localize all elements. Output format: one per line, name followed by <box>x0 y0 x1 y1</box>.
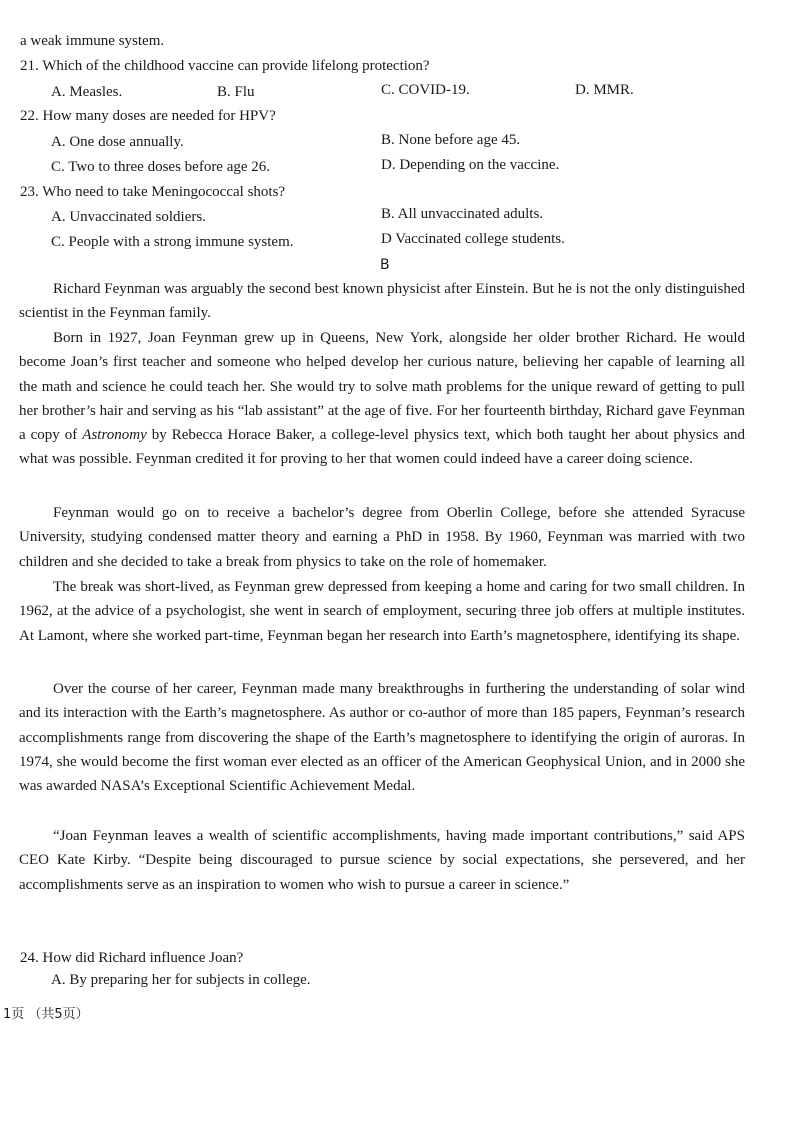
question-21-stem: 21. Which of the childhood vaccine can provide lifelong protection? <box>20 58 430 74</box>
page-footer: 1页 （共5页） <box>3 1007 89 1022</box>
question-23-option-c: C. People with a strong immune system. <box>51 234 294 250</box>
passage-paragraph-5: Over the course of her career, Feynman made many breakthroughs in furthering the understanding of solar wind and its interaction with the Earth’s magnetosphere. As author or co-author of more than 185 papers, Feynman’s research accomplishments range from discovering the shape of the Earth’s magnetosphere to identifying the origin of auroras. In 1974, she would become the first woman ever elected as an officer of the American Geophysical Union, and in 2000 she was awarded NASA’s Exceptional Scientific Achievement Medal. <box>19 681 745 795</box>
passage-paragraph-2 <box>19 326 745 472</box>
previous-question-fragment: a weak immune system. <box>20 33 165 49</box>
question-22-stem: 22. How many doses are needed for HPV? <box>20 108 276 124</box>
passage-paragraph-4: The break was short-lived, as Feynman grew depressed from keeping a home and caring for two small children. In 1962, at the advice of a psychologist, she went in search of employment, securing three job offers at multiple institutes. At Lamont, where she worked part-time, Feynman began her research into Earth’s magnetosphere, identifying its shape. <box>19 579 745 644</box>
question-22-option-c: C. Two to three doses before age 26. <box>51 159 271 175</box>
question-21-option-c: C. COVID-19. <box>381 82 470 98</box>
paragraph-2-text-end: by Rebecca Horace Baker, a college-level physics text, which both taught her about physics and what was possible. Feynman credited it for proving to her that women could indeed have a career doing science. <box>19 427 745 468</box>
handwritten-answer: B <box>380 257 390 273</box>
question-21-option-d: D. MMR. <box>575 82 634 98</box>
question-24-option-a: A. By preparing her for subjects in college. <box>51 972 311 988</box>
question-24-stem: 24. How did Richard influence Joan? <box>20 950 244 966</box>
question-23-option-b: B. All unvaccinated adults. <box>381 206 544 222</box>
paragraph-2-text-start: Born in 1927, Joan Feynman grew up in Queens, New York, alongside her older brother Richard. He would become Joan’s first teacher and someone who helped develop her curious nature, believing her capable of learning all the math and science he could teach her. She would try to solve math problems for the unique reward of getting to pull her brother’s hair and serving as his “lab assistant” at the age of five. For her fourteenth birthday, Richard gave Feynman a copy of <box>19 330 745 444</box>
book-title-astronomy: Astronomy <box>82 427 147 444</box>
question-23-option-a: A. Unvaccinated soldiers. <box>51 209 206 225</box>
passage-paragraph-3: Feynman would go on to receive a bachelor’s degree from Oberlin College, before she attended Syracuse University, studying condensed matter theory and earning a PhD in 1958. By 1960, Feynman was married with two children and she decided to take a break from physics to take on the role of homemaker. <box>19 505 745 570</box>
passage-paragraph-6: “Joan Feynman leaves a wealth of scientific accomplishments, having made important contributions,” said APS CEO Kate Kirby. “Despite being discouraged to pursue science by social expectations, she persevered, and her accomplishments serve as an inspiration to women who wish to pursue a career in science.” <box>19 828 745 893</box>
question-22-option-d: D. Depending on the vaccine. <box>381 157 560 173</box>
question-21-option-a: A. Measles. <box>51 84 123 100</box>
passage-paragraph-1: Richard Feynman was arguably the second best known physicist after Einstein. But he is not the only distinguished scientist in the Feynman family. <box>19 281 745 322</box>
question-23-stem: 23. Who need to take Meningococcal shots? <box>20 184 286 200</box>
question-21-option-b: B. Flu <box>217 84 255 100</box>
question-22-option-a: A. One dose annually. <box>51 134 184 150</box>
question-23-option-d: D Vaccinated college students. <box>381 231 565 247</box>
question-22-option-b: B. None before age 45. <box>381 132 521 148</box>
